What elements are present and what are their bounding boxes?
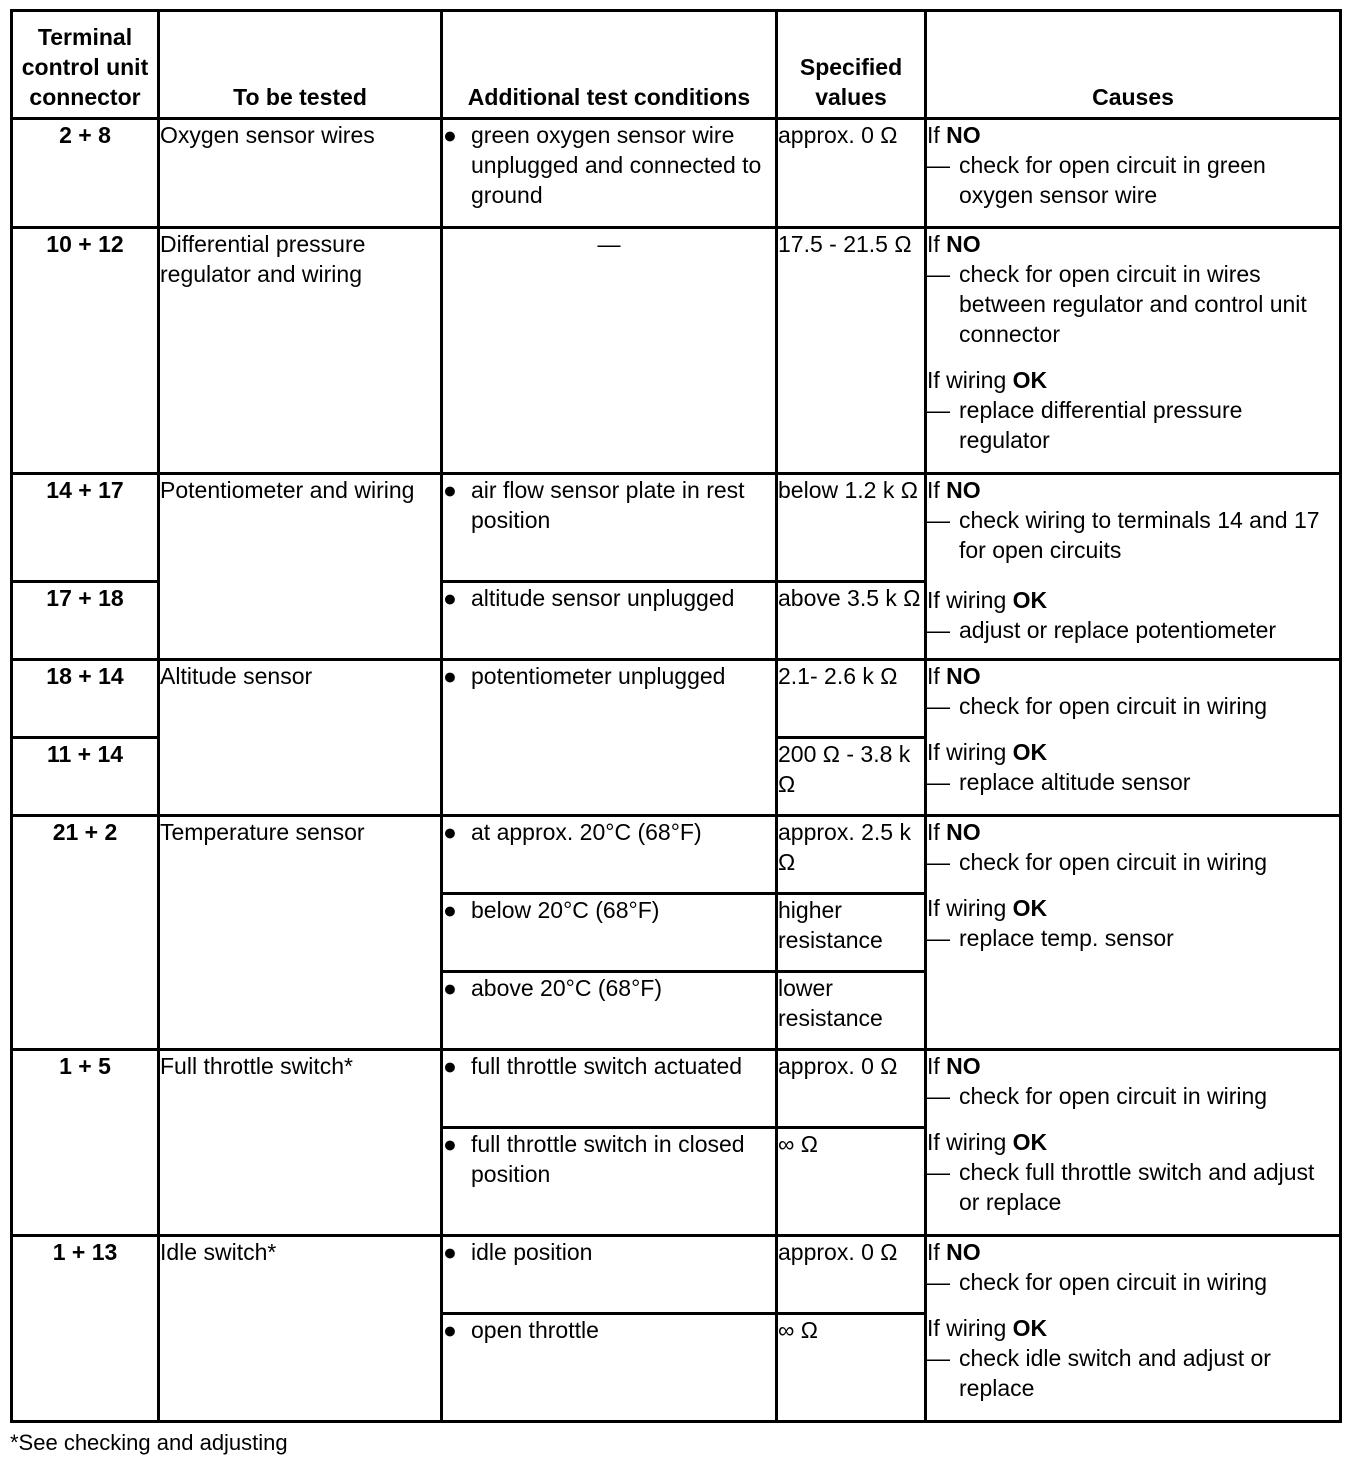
footnote: *See checking and adjusting	[10, 1430, 288, 1455]
bullet-icon: ●	[443, 897, 457, 923]
tested-cell: Temperature sensor	[159, 816, 442, 1050]
value-cell: approx. 2.5 k Ω	[777, 816, 926, 894]
table-row	[12, 660, 1341, 738]
cause-keyword: OK	[1012, 587, 1048, 613]
value-cell: ∞ Ω	[777, 1314, 926, 1422]
bullet-icon: ●	[443, 1239, 457, 1265]
bullet-icon: ●	[443, 122, 457, 148]
condition-cell: —	[442, 228, 777, 474]
cause-if-ok	[927, 1313, 1339, 1403]
cause-label: If wiring	[927, 1129, 1013, 1155]
table-row	[12, 228, 1341, 474]
cause-if-ok	[927, 365, 1339, 455]
cause-if-no	[927, 661, 1339, 721]
tested-cell: Altitude sensor	[159, 660, 442, 816]
dash-icon: —	[927, 397, 950, 423]
value-cell: 200 Ω - 3.8 k Ω	[777, 738, 926, 816]
condition-text: full throttle switch in closed position	[471, 1131, 745, 1187]
bullet-icon: ●	[443, 663, 457, 689]
cause-action: replace differential pressure regulator	[959, 397, 1243, 453]
value-cell: approx. 0 Ω	[777, 1236, 926, 1314]
condition-text: altitude sensor unplugged	[471, 585, 735, 611]
cause-keyword: OK	[1012, 1315, 1048, 1341]
dash-icon: —	[927, 693, 950, 719]
cause-label: If	[927, 663, 947, 689]
terminal-cell: 1 + 5	[12, 1050, 159, 1236]
cause-action: check for open circuit in wiring	[959, 1083, 1268, 1109]
tested-cell: Differential pressure regulator and wiring	[159, 228, 442, 474]
cause-label: If	[927, 122, 947, 148]
causes-cell	[926, 660, 1341, 816]
cause-action: check full throttle switch and adjust or replace	[959, 1159, 1315, 1215]
value-cell: below 1.2 k Ω	[777, 474, 926, 582]
cause-label: If	[927, 819, 947, 845]
condition-text: green oxygen sensor wire unplugged and connected to ground	[471, 122, 762, 208]
cause-action: adjust or replace potentiometer	[959, 617, 1277, 643]
cause-action: check for open circuit in green oxygen sensor wire	[959, 152, 1266, 208]
cause-action: check for open circuit in wires between regulator and control unit connector	[959, 261, 1307, 347]
tested-cell: Oxygen sensor wires	[159, 119, 442, 228]
cause-action: replace temp. sensor	[959, 925, 1174, 951]
dash-icon: —	[927, 925, 950, 951]
table-row	[12, 1236, 1341, 1314]
condition-cell	[442, 1314, 777, 1422]
causes-cell	[926, 816, 1341, 1050]
bullet-icon: ●	[443, 477, 457, 503]
terminal-cell: 14 + 17	[12, 474, 159, 582]
table-row	[12, 816, 1341, 894]
cause-action: check for open circuit in wiring	[959, 849, 1268, 875]
cause-keyword: NO	[946, 1053, 981, 1079]
tested-cell: Full throttle switch*	[159, 1050, 442, 1236]
cause-if-ok	[927, 893, 1339, 953]
condition-text: air flow sensor plate in rest position	[471, 477, 745, 533]
tested-cell: Potentiometer and wiring	[159, 474, 442, 660]
cause-if-no	[927, 817, 1339, 877]
condition-text: above 20°C (68°F)	[471, 975, 662, 1001]
causes-cell	[926, 119, 1341, 228]
header-terminal: Terminal control unit connector	[12, 11, 159, 119]
condition-text: at approx. 20°C (68°F)	[471, 819, 702, 845]
condition-cell	[442, 816, 777, 894]
cause-action: check idle switch and adjust or replace	[959, 1345, 1271, 1401]
cause-if-ok	[927, 737, 1339, 797]
condition-cell	[442, 119, 777, 228]
cause-keyword: NO	[946, 231, 981, 257]
cause-label: If wiring	[927, 1315, 1013, 1341]
cause-keyword: NO	[946, 477, 981, 503]
table-row	[12, 119, 1341, 228]
dash-icon: —	[927, 507, 950, 533]
header-specified-values: Specified values	[777, 11, 926, 119]
terminal-cell: 11 + 14	[12, 738, 159, 816]
dash-icon: —	[927, 617, 950, 643]
condition-cell	[442, 1128, 777, 1236]
value-cell: 2.1- 2.6 k Ω	[777, 660, 926, 738]
dash-icon: —	[927, 1159, 950, 1185]
causes-cell	[926, 1236, 1341, 1422]
value-cell: above 3.5 k Ω	[777, 582, 926, 660]
header-row	[12, 11, 1341, 119]
cause-label: If wiring	[927, 739, 1013, 765]
terminal-cell: 10 + 12	[12, 228, 159, 474]
cause-if-no	[927, 229, 1339, 349]
table-row	[12, 1050, 1341, 1128]
value-cell: 17.5 - 21.5 Ω	[777, 228, 926, 474]
dash-icon: —	[927, 1345, 950, 1371]
tested-cell: Idle switch*	[159, 1236, 442, 1422]
cause-keyword: OK	[1012, 739, 1048, 765]
condition-cell	[442, 894, 777, 972]
value-cell: ∞ Ω	[777, 1128, 926, 1236]
cause-action: replace altitude sensor	[959, 769, 1191, 795]
bullet-icon: ●	[443, 1131, 457, 1157]
cause-label: If	[927, 1239, 947, 1265]
condition-cell	[442, 474, 777, 582]
value-cell: lower resistance	[777, 972, 926, 1050]
cause-if-no	[927, 1051, 1339, 1111]
cause-keyword: NO	[946, 122, 981, 148]
cause-action: check wiring to terminals 14 and 17 for open circuits	[959, 507, 1320, 563]
cause-label: If wiring	[927, 367, 1013, 393]
condition-cell	[442, 1236, 777, 1314]
cause-action: check for open circuit in wiring	[959, 1269, 1268, 1295]
cause-if-no	[927, 120, 1339, 210]
test-specification-table	[10, 9, 1342, 1423]
causes-cell	[926, 228, 1341, 474]
cause-keyword: NO	[946, 1239, 981, 1265]
cause-if-no	[927, 475, 1339, 565]
cause-label: If	[927, 1053, 947, 1079]
condition-text: potentiometer unplugged	[471, 663, 726, 689]
cause-label: If	[927, 477, 947, 503]
condition-text: below 20°C (68°F)	[471, 897, 660, 923]
bullet-icon: ●	[443, 819, 457, 845]
dash-icon: —	[927, 769, 950, 795]
terminal-cell: 17 + 18	[12, 582, 159, 660]
value-cell: higher resistance	[777, 894, 926, 972]
cause-action: check for open circuit in wiring	[959, 693, 1268, 719]
condition-cell	[442, 660, 777, 816]
cause-keyword: NO	[946, 819, 981, 845]
terminal-cell: 1 + 13	[12, 1236, 159, 1422]
header-to-be-tested: To be tested	[159, 11, 442, 119]
condition-text: open throttle	[471, 1317, 599, 1343]
cause-if-ok	[927, 585, 1339, 645]
dash-icon: —	[927, 1083, 950, 1109]
bullet-icon: ●	[443, 585, 457, 611]
cause-keyword: OK	[1012, 367, 1048, 393]
condition-text: full throttle switch actuated	[471, 1053, 743, 1079]
value-cell: approx. 0 Ω	[777, 1050, 926, 1128]
bullet-icon: ●	[443, 1053, 457, 1079]
cause-label: If wiring	[927, 587, 1013, 613]
terminal-cell: 18 + 14	[12, 660, 159, 738]
cause-label: If	[927, 231, 947, 257]
causes-cell	[926, 1050, 1341, 1236]
cause-keyword: OK	[1012, 1129, 1048, 1155]
dash-icon: —	[927, 152, 950, 178]
condition-cell	[442, 1050, 777, 1128]
cause-label: If wiring	[927, 895, 1013, 921]
header-causes: Causes	[926, 11, 1341, 119]
table-row	[12, 474, 1341, 582]
cause-if-ok	[927, 1127, 1339, 1217]
bullet-icon: ●	[443, 1317, 457, 1343]
header-additional-conditions: Additional test conditions	[442, 11, 777, 119]
dash-icon: —	[927, 1269, 950, 1295]
dash-icon: —	[927, 261, 950, 287]
condition-cell	[442, 972, 777, 1050]
cause-keyword: NO	[946, 663, 981, 689]
cause-if-no	[927, 1237, 1339, 1297]
cause-keyword: OK	[1012, 895, 1048, 921]
condition-cell	[442, 582, 777, 660]
causes-cell	[926, 474, 1341, 660]
dash-icon: —	[927, 849, 950, 875]
terminal-cell: 2 + 8	[12, 119, 159, 228]
terminal-cell: 21 + 2	[12, 816, 159, 1050]
value-cell: approx. 0 Ω	[777, 119, 926, 228]
condition-text: idle position	[471, 1239, 593, 1265]
bullet-icon: ●	[443, 975, 457, 1001]
